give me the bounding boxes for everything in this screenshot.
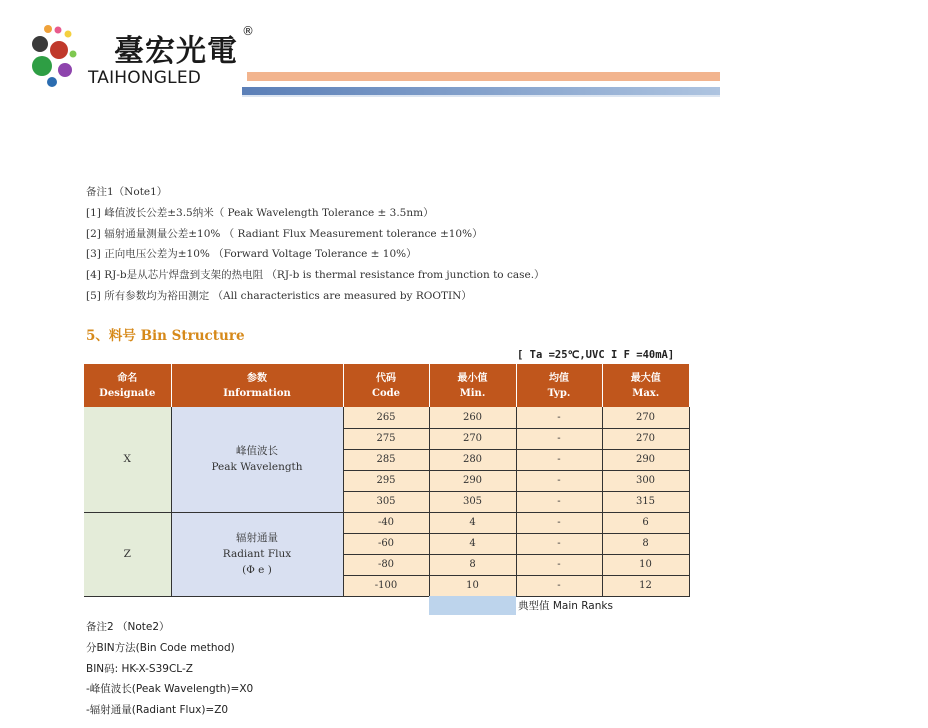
code-cell: -60	[343, 533, 429, 554]
typ-cell: -	[516, 575, 602, 596]
max-cell: 10	[602, 554, 689, 575]
header-typ: 均值 Typ.	[516, 364, 602, 407]
notes2-item: -辐射通量(Radiant Flux)=Z0	[86, 704, 229, 717]
min-cell: 4	[429, 533, 516, 554]
max-cell: 315	[602, 491, 689, 512]
code-cell: 265	[343, 407, 429, 428]
code-cell: 305	[343, 491, 429, 512]
table-header-row	[84, 364, 689, 407]
typ-cell: -	[516, 491, 602, 512]
min-cell: 270	[429, 428, 516, 449]
typ-cell: -	[516, 449, 602, 470]
max-cell: 6	[602, 512, 689, 533]
company-logo	[28, 20, 254, 92]
test-conditions: [ Ta =25℃,UVC I F =40mA]	[517, 349, 675, 361]
designate-cell: Z	[84, 512, 171, 596]
info-cell: 峰值波长 Peak Wavelength	[171, 407, 343, 512]
notes2-title: 备注2 （Note2）	[86, 621, 170, 633]
min-cell: 8	[429, 554, 516, 575]
max-cell: 300	[602, 470, 689, 491]
min-cell: 305	[429, 491, 516, 512]
min-cell: 260	[429, 407, 516, 428]
max-cell: 290	[602, 449, 689, 470]
header-max: 最大值 Max.	[602, 364, 689, 407]
notes1-item: [3] 正向电压公差为±10% （Forward Voltage Tolerance ± 10%）	[86, 248, 417, 261]
min-cell: 290	[429, 470, 516, 491]
header-information: 参数 Information	[171, 364, 343, 407]
main-ranks-legend-swatch	[429, 596, 516, 615]
notes2-item: BIN码: HK-X-S39CL-Z	[86, 662, 193, 675]
code-cell: 295	[343, 470, 429, 491]
header-blue-bar	[242, 87, 720, 95]
notes1-item: [2] 辐射通量测量公差±10% （ Radiant Flux Measurement tolerance ±10%）	[86, 227, 483, 240]
max-cell: 12	[602, 575, 689, 596]
code-cell: -100	[343, 575, 429, 596]
typ-cell: -	[516, 407, 602, 428]
typ-cell: -	[516, 512, 602, 533]
designate-cell: X	[84, 407, 171, 512]
notes1-title: 备注1（Note1）	[86, 186, 168, 198]
header-min: 最小值 Min.	[429, 364, 516, 407]
header-orange-bar	[247, 72, 720, 81]
code-cell: -80	[343, 554, 429, 575]
bin-structure-table	[84, 364, 690, 597]
notes2-item: 分BIN方法(Bin Code method)	[86, 641, 235, 654]
main-ranks-legend-label: 典型值 Main Ranks	[518, 600, 613, 612]
max-cell: 270	[602, 407, 689, 428]
registered-mark: ®	[242, 24, 254, 38]
min-cell: 4	[429, 512, 516, 533]
min-cell: 280	[429, 449, 516, 470]
notes1-item: [4] RJ-b是从芯片焊盘到支架的热电阻 （RJ-b is thermal resistance from junction to case.）	[86, 269, 545, 282]
notes2	[86, 617, 253, 721]
typ-cell: -	[516, 533, 602, 554]
typ-cell: -	[516, 470, 602, 491]
max-cell: 8	[602, 533, 689, 554]
header-blue-thin-bar	[242, 95, 720, 97]
notes1-item: [1] 峰值波长公差±3.5纳米（ Peak Wavelength Tolerance ± 3.5nm）	[86, 206, 434, 219]
notes1-item: [5] 所有参数均为裕田测定 （All characteristics are measured by ROOTIN）	[86, 289, 472, 302]
info-cell: 辐射通量 Radiant Flux (Φ e )	[171, 512, 343, 596]
typ-cell: -	[516, 554, 602, 575]
logo-english-name: TAIHONGLED	[88, 68, 202, 88]
section-title: 5、料号 Bin Structure	[86, 328, 245, 344]
code-cell: 275	[343, 428, 429, 449]
code-cell: 285	[343, 449, 429, 470]
logo-chinese-name: 臺宏光電	[114, 34, 238, 69]
notes1	[86, 182, 545, 307]
header-code: 代码 Code	[343, 364, 429, 407]
max-cell: 270	[602, 428, 689, 449]
code-cell: -40	[343, 512, 429, 533]
table-row	[84, 512, 689, 533]
table-row	[84, 407, 689, 428]
logo-dots-icon	[28, 22, 80, 90]
typ-cell: -	[516, 428, 602, 449]
min-cell: 10	[429, 575, 516, 596]
notes2-item: -峰值波长(Peak Wavelength)=X0	[86, 683, 254, 696]
header-designate: 命名 Designate	[84, 364, 171, 407]
